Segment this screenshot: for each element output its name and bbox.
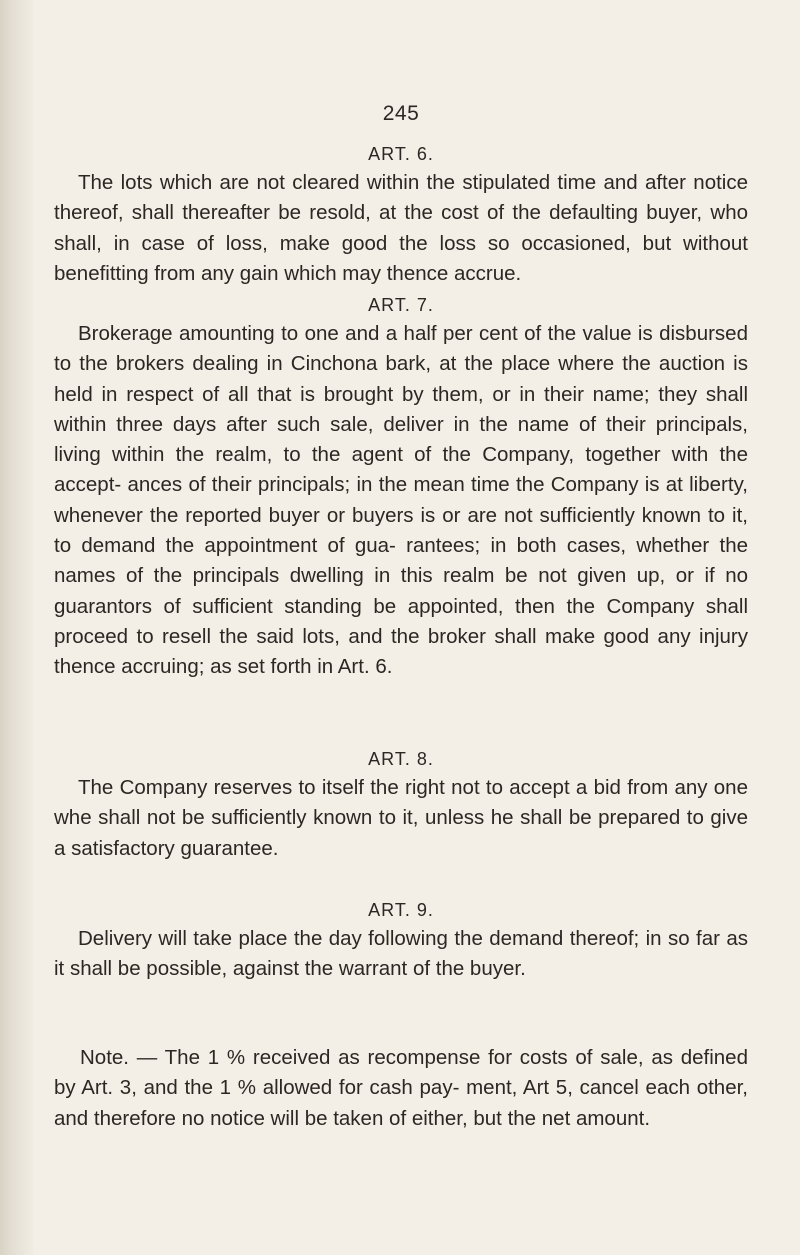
note	[54, 1043, 748, 1134]
article-text: Delivery will take place the day following the demand thereof; in so far as it shall be possible, against the warrant of the buyer.	[54, 927, 748, 981]
article-text: The lots which are not cleared within the stipulated time and after notice thereof, shall thereafter be resold, at the cost of the defaulting buyer, who shall, in case of loss, make good the loss so occasioned, but without benefitting from any gain which may thence accrue.	[54, 171, 748, 285]
article-7	[54, 291, 748, 683]
document-page	[54, 0, 748, 1255]
article-8	[54, 745, 748, 864]
article-heading: ART. 7.	[368, 295, 434, 315]
book-gutter	[0, 0, 34, 1255]
article-9	[54, 896, 748, 985]
article-text: Brokerage amounting to one and a half per cent of the value is disbursed to the brokers dealing in Cinchona bark, at the place where the auction is held in respect of all that is brought by them, or in their name; they shall within three days after such sale, deliver in the name of their principals, living within the realm, to the agent of the Company, together with the accept- ances of their principals; in the mean time the Company is at liberty, whenever the reported buyer or buyers is or are not sufficiently known to it, to demand the appointment of gua- rantees; in both cases, whether the names of the principals dwelling in this realm be not given up, or if no guarantors of sufficient standing be appointed, then the Company shall proceed to resell the said lots, and the broker shall make good any injury thence accruing; as set forth in Art. 6.	[54, 322, 748, 679]
article-6	[54, 140, 748, 289]
note-text: Note. — The 1 % received as recompense for costs of sale, as defined by Art. 3, and the 1 % allowed for cash pay- ment, Art 5, cancel each other, and therefore no notice will be taken of either, but the net amount.	[54, 1046, 748, 1130]
article-heading: ART. 8.	[368, 749, 434, 769]
article-heading: ART. 6.	[368, 144, 434, 164]
page-number: 245	[382, 102, 420, 125]
article-text: The Company reserves to itself the right not to accept a bid from any one whe shall not be sufficiently known to it, unless he shall be prepared to give a satisfactory guarantee.	[54, 776, 748, 860]
article-heading: ART. 9.	[368, 900, 434, 920]
